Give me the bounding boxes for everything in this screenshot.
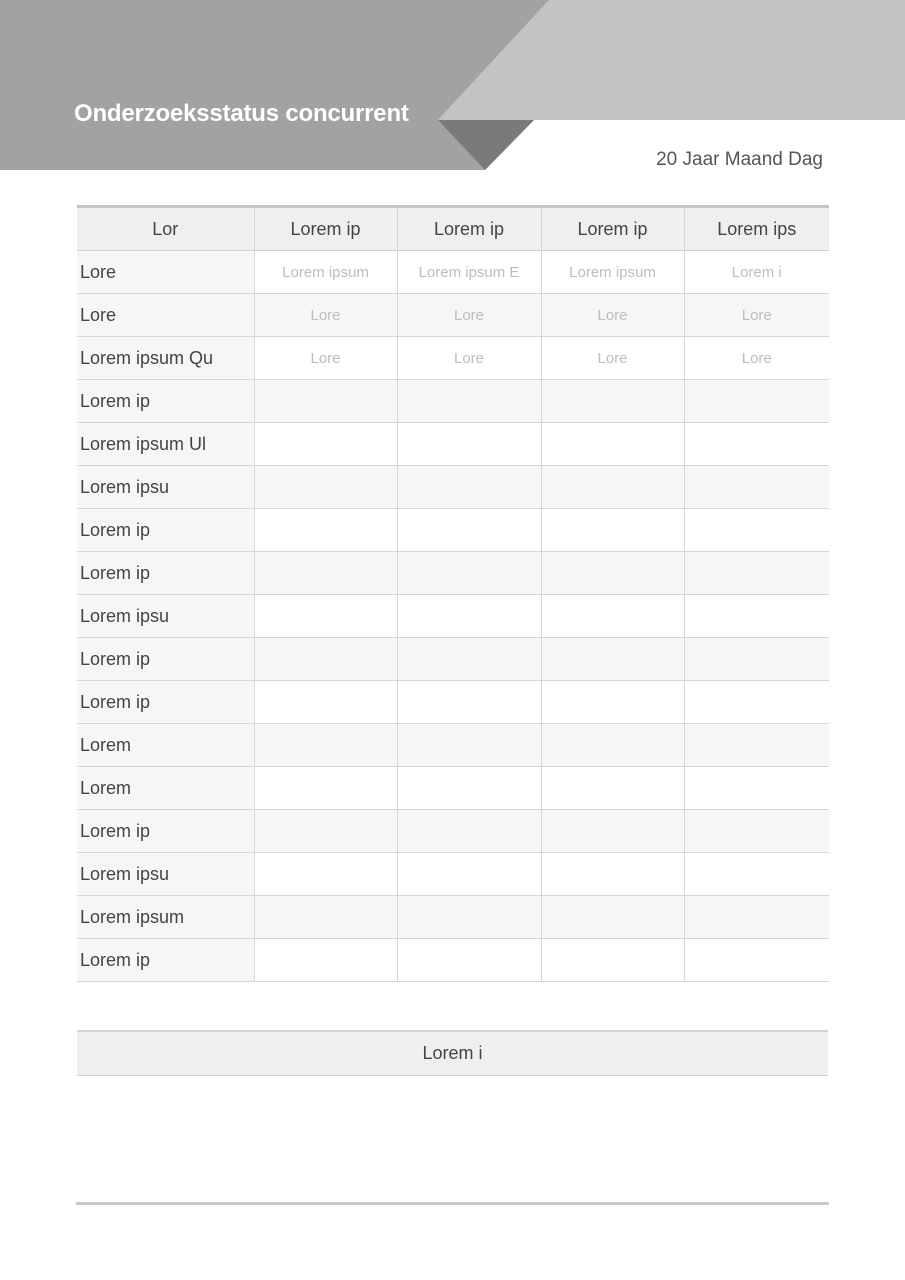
table-cell[interactable] (397, 681, 541, 724)
table-cell[interactable] (684, 896, 829, 939)
table-cell[interactable]: Lorem i (684, 251, 829, 294)
table-cell[interactable] (541, 853, 684, 896)
table-cell[interactable] (541, 724, 684, 767)
table-cell[interactable] (541, 939, 684, 982)
table-row (77, 552, 829, 595)
table-cell[interactable] (684, 939, 829, 982)
table-cell[interactable] (541, 552, 684, 595)
table-cell[interactable] (684, 509, 829, 552)
table-cell[interactable] (397, 423, 541, 466)
row-label: Lorem ip (77, 939, 254, 982)
column-header: Lor (77, 207, 254, 251)
table-row (77, 423, 829, 466)
table-cell[interactable] (397, 939, 541, 982)
row-label: Lorem ipsum Qu (77, 337, 254, 380)
table-cell[interactable]: Lore (684, 337, 829, 380)
table-row (77, 853, 829, 896)
table-cell[interactable] (397, 380, 541, 423)
column-header: Lorem ip (541, 207, 684, 251)
table-row (77, 251, 829, 294)
table-cell[interactable] (541, 423, 684, 466)
table-cell[interactable] (397, 724, 541, 767)
row-label: Lorem ip (77, 380, 254, 423)
table-cell[interactable] (254, 681, 397, 724)
table-cell[interactable]: Lorem ipsum (541, 251, 684, 294)
column-header: Lorem ip (397, 207, 541, 251)
page-title: Onderzoeksstatus concurrent (74, 100, 409, 127)
table-cell[interactable]: Lorem ipsum (254, 251, 397, 294)
table-row (77, 767, 829, 810)
table-cell[interactable]: Lore (541, 337, 684, 380)
row-label: Lorem ipsum Ul (77, 423, 254, 466)
row-label: Lorem ipsu (77, 466, 254, 509)
table-cell[interactable] (541, 896, 684, 939)
table-cell[interactable]: Lore (254, 294, 397, 337)
table-row (77, 939, 829, 982)
table-cell[interactable] (254, 466, 397, 509)
status-table (77, 205, 829, 982)
table-cell[interactable]: Lore (254, 337, 397, 380)
table-cell[interactable] (684, 552, 829, 595)
row-label: Lore (77, 294, 254, 337)
table-cell[interactable] (684, 681, 829, 724)
table-row (77, 337, 829, 380)
table-cell[interactable] (397, 896, 541, 939)
table-cell[interactable] (541, 509, 684, 552)
row-label: Lore (77, 251, 254, 294)
table-cell[interactable] (541, 380, 684, 423)
table-row (77, 509, 829, 552)
table-cell[interactable] (254, 380, 397, 423)
table-cell[interactable] (541, 638, 684, 681)
table-row (77, 724, 829, 767)
table-row (77, 638, 829, 681)
row-label: Lorem ip (77, 638, 254, 681)
row-label: Lorem ipsu (77, 595, 254, 638)
table-row (77, 466, 829, 509)
table-cell[interactable] (397, 853, 541, 896)
table-cell[interactable]: Lore (541, 294, 684, 337)
table-cell[interactable] (684, 853, 829, 896)
table-cell[interactable] (541, 466, 684, 509)
table-cell[interactable]: Lorem ipsum E (397, 251, 541, 294)
table-cell[interactable] (684, 595, 829, 638)
table-cell[interactable] (541, 595, 684, 638)
table-cell[interactable] (541, 810, 684, 853)
table-cell[interactable] (254, 767, 397, 810)
table-cell[interactable] (397, 595, 541, 638)
table-cell[interactable] (397, 767, 541, 810)
table-cell[interactable] (397, 509, 541, 552)
row-label: Lorem (77, 724, 254, 767)
table-row (77, 896, 829, 939)
table-cell[interactable] (254, 853, 397, 896)
row-label: Lorem ip (77, 509, 254, 552)
table-cell[interactable] (254, 896, 397, 939)
table-cell[interactable] (684, 380, 829, 423)
table-cell[interactable]: Lore (397, 337, 541, 380)
row-label: Lorem ip (77, 810, 254, 853)
footer-divider (76, 1202, 829, 1205)
table-cell[interactable] (541, 767, 684, 810)
table-cell[interactable]: Lore (397, 294, 541, 337)
table-cell[interactable] (254, 724, 397, 767)
table-cell[interactable] (541, 681, 684, 724)
row-label: Lorem ip (77, 552, 254, 595)
column-header: Lorem ip (254, 207, 397, 251)
notes-section-header: Lorem i (77, 1030, 828, 1076)
table-cell[interactable] (684, 423, 829, 466)
table-cell[interactable] (254, 509, 397, 552)
column-header: Lorem ips (684, 207, 829, 251)
document-date: 20 Jaar Maand Dag (656, 149, 823, 170)
table-row (77, 595, 829, 638)
row-label: Lorem ipsu (77, 853, 254, 896)
table-cell[interactable] (254, 595, 397, 638)
table-row (77, 681, 829, 724)
table-cell[interactable] (254, 939, 397, 982)
table-cell[interactable] (684, 767, 829, 810)
table-cell[interactable] (397, 466, 541, 509)
row-label: Lorem ipsum (77, 896, 254, 939)
table-row (77, 810, 829, 853)
table-cell[interactable] (397, 810, 541, 853)
table-cell[interactable] (254, 423, 397, 466)
table-row (77, 294, 829, 337)
table-cell[interactable] (684, 638, 829, 681)
table-cell[interactable] (684, 810, 829, 853)
row-label: Lorem (77, 767, 254, 810)
table-cell[interactable] (684, 466, 829, 509)
row-label: Lorem ip (77, 681, 254, 724)
table-header-row (77, 207, 829, 251)
table-cell[interactable]: Lore (684, 294, 829, 337)
table-cell[interactable] (254, 638, 397, 681)
table-cell[interactable] (397, 552, 541, 595)
table-cell[interactable] (254, 810, 397, 853)
table-cell[interactable] (397, 638, 541, 681)
table-cell[interactable] (684, 724, 829, 767)
table-row (77, 380, 829, 423)
table-cell[interactable] (254, 552, 397, 595)
